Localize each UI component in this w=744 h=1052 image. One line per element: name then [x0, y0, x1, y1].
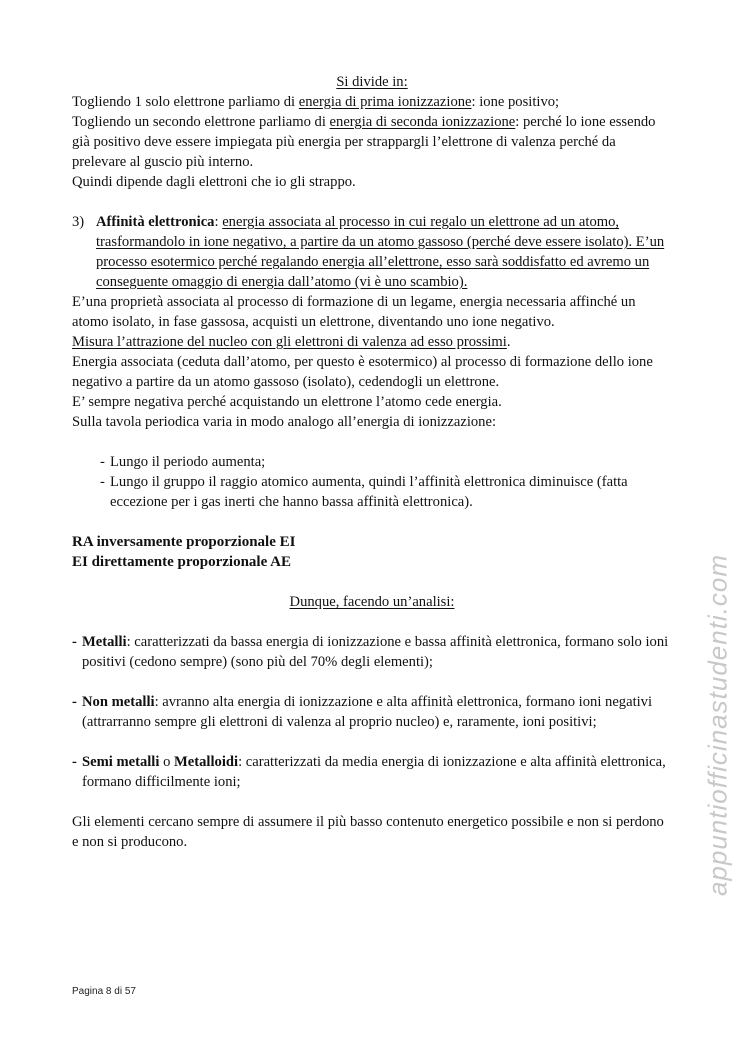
watermark-text: appuntiofficinastudenti.com — [702, 553, 733, 897]
affinity-item: 3) Affinità elettronica: energia associata al processo in cui regalo un elettrone ad un atomo, trasformandolo in ione negativo, a partire da un atomo gassoso (perché deve essere isolato). E’un processo esotermico perché regalando energia all’elettrone, esso sarà soddisfatto ed avremo un conseguente omaggio di energia dall’atomo (vi è uno scambio). — [72, 214, 665, 290]
bullet-marker: - — [72, 694, 77, 710]
document-page — [72, 72, 672, 852]
category-metalloids: - Semi metalli o Metalloidi: caratterizzati da media energia di ionizzazione e alta affinità elettronica, formano difficilmente ioni; — [72, 754, 666, 790]
ionization-conclusion: Quindi dipende dagli elettroni che io gli strappo. — [72, 174, 356, 190]
affinity-definition: energia associata al processo in cui regalo un elettrone ad un atomo, trasformandolo in ione negativo, a partire da un atomo gassoso (perché deve essere isolato). E’un processo esotermico perché regalando energia all’elettrone, esso sarà soddisfatto ed avremo un conseguente omaggio di energia dall’atomo (vi è uno scambio). — [96, 214, 665, 290]
analysis-heading: Dunque, facendo un’analisi: — [289, 594, 455, 610]
item-number: 3) — [72, 214, 85, 230]
first-ionization-line: Togliendo 1 solo elettrone parliamo di energia di prima ionizzazione: ione positivo; — [72, 94, 560, 110]
conclusion-paragraph: Gli elementi cercano sempre di assumere il più basso contenuto energetico possibile e non si perdono e non si producono. — [72, 814, 664, 850]
dash-marker: - — [100, 474, 105, 490]
periodic-trend: Sulla tavola periodica varia in modo analogo all’energia di ionizzazione: — [72, 414, 497, 430]
section-heading: Si divide in: — [336, 74, 408, 90]
affinity-energy: Energia associata (ceduta dall’atomo, per questo è esotermico) al processo di formazione dello ione negativo a partire da un atomo gassoso (isolato), cedendogli un elettrone. — [72, 354, 653, 390]
category-nonmetals: - Non metalli: avranno alta energia di ionizzazione e alta affinità elettronica, formano ioni negativi (attrarranno sempre gli elettroni di valenza al proprio nucleo) e, raramente, ioni positivi; — [72, 694, 653, 730]
affinity-measure: Misura l’attrazione del nucleo con gli elettroni di valenza ad esso prossimi. — [72, 334, 511, 350]
list-item: - Lungo il periodo aumenta; — [100, 454, 266, 470]
second-ionization-line: Togliendo un secondo elettrone parliamo di energia di seconda ionizzazione: perché lo ione essendo già positivo deve essere impiegata più energia per strappargli l’elettrone di valenza perché da prelevare al guscio più interno. — [72, 114, 656, 170]
trend-list — [100, 452, 672, 512]
relation-ra-ei: RA inversamente proporzionale EI — [72, 534, 296, 550]
affinity-paragraph: E’una proprietà associata al processo di formazione di un legame, energia necessaria affinché un atomo isolato, in fase gassosa, acquisti un elettrone, diventando uno ione negativo. — [72, 294, 636, 330]
affinity-title: Affinità elettronica — [96, 214, 215, 230]
bullet-marker: - — [72, 634, 77, 650]
dash-marker: - — [100, 454, 105, 470]
relation-ei-ae: EI direttamente proporzionale AE — [72, 554, 292, 570]
page-footer: Pagina 8 di 57 — [72, 986, 136, 997]
category-metals: - Metalli: caratterizzati da bassa energia di ionizzazione e bassa affinità elettronica, formano solo ioni positivi (cedono sempre) (sono più del 70% degli elementi); — [72, 634, 669, 670]
bullet-marker: - — [72, 754, 77, 770]
list-item: - Lungo il gruppo il raggio atomico aumenta, quindi l’affinità elettronica diminuisce (fatta eccezione per i gas inerti che hanno bassa affinità elettronica). — [100, 474, 628, 510]
affinity-sign: E’ sempre negativa perché acquistando un elettrone l’atomo cede energia. — [72, 394, 502, 410]
